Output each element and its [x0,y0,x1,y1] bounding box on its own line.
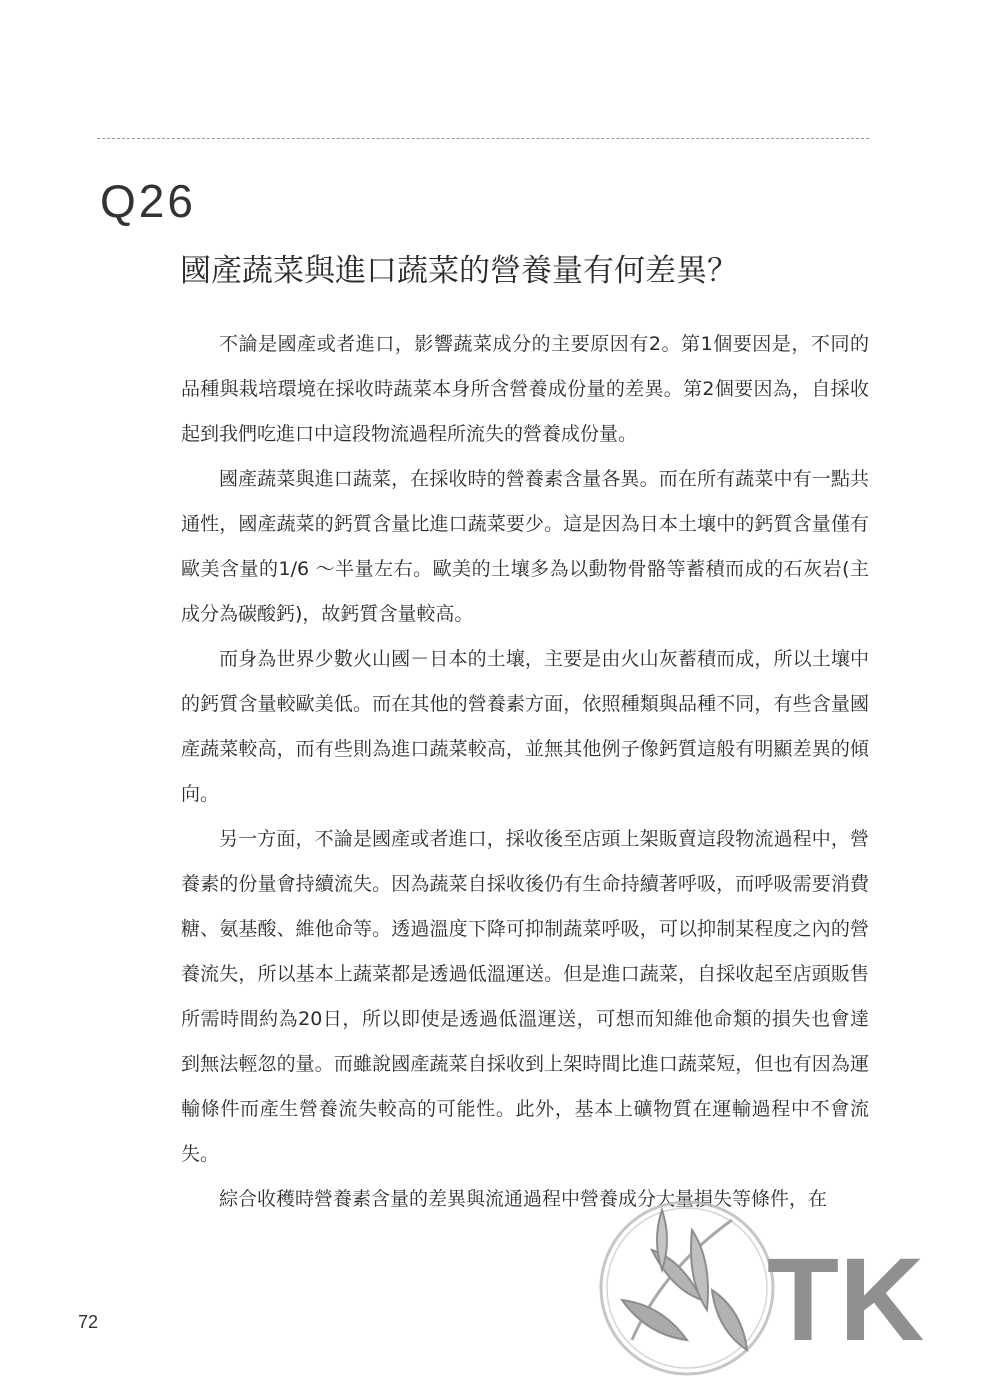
watermark-text: TK [767,1234,925,1366]
paragraph: 綜合收穫時營養素含量的差異與流通過程中營養成分大量損失等條件，在 [219,1188,828,1210]
paragraph: 不論是國產或者進口，影響蔬菜成分的主要原因有2。第1個要因是，不同的品種與栽培環境在採收時蔬菜本身所含營養成份量的差異。第2個要因為，自採收起到我們吃進口中這段物流過程所流失的營養成份量。 [181,333,869,445]
paragraph: 國產蔬菜與進口蔬菜，在採收時的營養素含量各異。而在所有蔬菜中有一點共通性，國產蔬菜的鈣質含量比進口蔬菜要少。這是因為日本土壤中的鈣質含量僅有歐美含量的1/6 ～半量左右。歐美的土壤多為以動物骨骼等蓄積而成的石灰岩(主成分為碳酸鈣)，故鈣質含量較高。 [181,468,869,625]
question-number: Q26 [100,175,196,227]
page-number: 72 [78,1312,99,1332]
bamboo-leaf-seal-icon [601,1202,773,1374]
question-title: 國產蔬菜與進口蔬菜的營養量有何差異？ [180,253,738,289]
paragraph: 另一方面，不論是國產或者進口，採收後至店頭上架販賣這段物流過程中，營養素的份量會持續流失。因為蔬菜自採收後仍有生命持續著呼吸，而呼吸需要消費糖、氨基酸、維他命等。透過溫度下降可抑制蔬菜呼吸，可以抑制某程度之內的營養流失，所以基本上蔬菜都是透過低溫運送。但是進口蔬菜，自採收起至店頭販售所需時間約為20日，所以即使是透過低溫運送，可想而知維他命類的損失也會達到無法輕忽的量。而雖說國產蔬菜自採收到上架時間比進口蔬菜短，但也有因為運輸條件而產生營養流失較高的可能性。此外，基本上礦物質在運輸過程中不會流失。 [181,828,869,1165]
paragraph: 而身為世界少數火山國－日本的土壤，主要是由火山灰蓄積而成，所以土壤中的鈣質含量較歐美低。而在其他的營養素方面，依照種類與品種不同，有些含量國產蔬菜較高，而有些則為進口蔬菜較高，並無其他例子像鈣質這般有明顯差異的傾向。 [181,648,869,805]
dashed-divider [97,138,869,139]
body-text [181,322,869,1222]
tk-watermark-logo [592,1190,942,1380]
